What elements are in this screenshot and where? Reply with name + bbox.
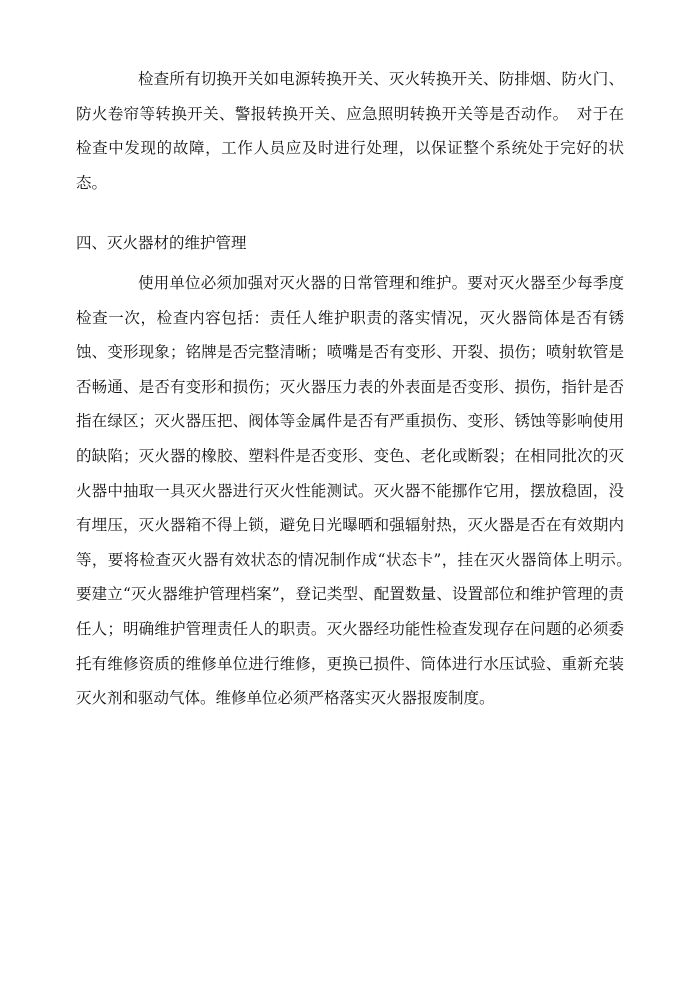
- intro-paragraph: 检查所有切换开关如电源转换开关、灭火转换开关、防排烟、防火门、防火卷帘等转换开关、警报转换开关、应急照明转换开关等是否动作。 对于在检查中发现的故障，工作人员应及时进行处理，以保证整个系统处于完好的状态。: [76, 70, 624, 192]
- maintenance-paragraph: 使用单位必须加强对灭火器的日常管理和维护。要对灭火器至少每季度检查一次，检查内容包括：责任人维护职责的落实情况，灭火器筒体是否有锈蚀、变形现象；铭牌是否完整清晰；喷嘴是否有变形、开裂、损伤；喷射软管是否畅通、是否有变形和损伤；灭火器压力表的外表面是否变形、损伤，指针是否指在绿区；灭火器压把、阀体等金属件是否有严重损伤、变形、锈蚀等影响使用的缺陷；灭火器的橡胶、塑料件是否变形、变色、老化或断裂；在相同批次的灭火器中抽取一具灭火器进行灭火性能测试。灭火器不能挪作它用，摆放稳固，没有埋压，灭火器箱不得上锁，避免日光曝晒和强辐射热，灭火器是否在有效期内等，要将检查灭火器有效状态的情况制作成“状态卡”，挂在灭火器筒体上明示。 要建立“灭火器维护管理档案”，登记类型、配置数量、设置部位和维护管理的责任人；明确维护管理责任人的职责。灭火器经功能性检查发现存在问题的必须委托有维修资质的维修单位进行维修，更换已损件、筒体进行水压试验、重新充装灭火剂和驱动气体。维修单位必须严格落实灭火器报废制度。: [76, 274, 640, 708]
- section-heading: 四、灭火器材的维护管理: [76, 234, 247, 252]
